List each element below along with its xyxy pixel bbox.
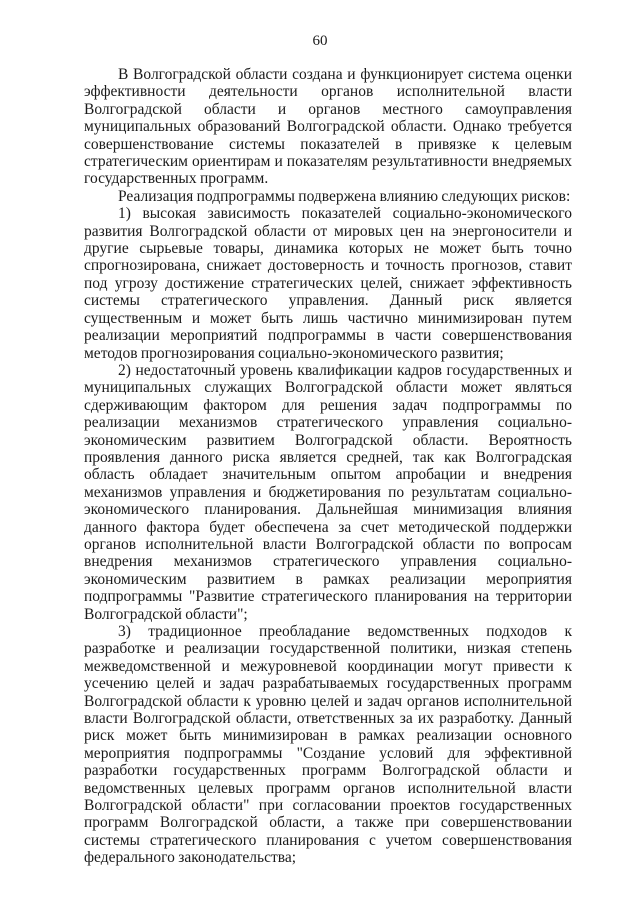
paragraph-risk-3: 3) традиционное преобладание ведомственных подходов к разработке и реализации государственной политики, низкая степень межведомственной и межуровневой координации могут привести к усечению целей и задач разрабатываемых государственных программ Волгоградской области к уровню целей и задач органов исполнительной власти Волгоградской области, ответственных за их разработку. Данный риск может быть минимизирован в рамках реализации основного мероприятия подпрограммы "Создание условий для эффективной разработки государственных программ Волгоградской области и ведомственных целевых программ органов исполнительной власти Волгоградской области" при согласовании проектов государственных программ Волгоградской области, а также при совершенствовании системы стратегического планирования с учетом совершенствования федерального законодательства; bbox=[84, 623, 572, 867]
paragraph-risk-2: 2) недостаточный уровень квалификации кадров государственных и муниципальных служащих Волгоградской области может являться сдерживающим фактором для решения задач подпрограммы по реализации механизмов стратегического управления социально-экономическим развитием Волгоградской области. Вероятность проявления данного риска является средней, так как Волгоградская область обладает значительным опытом апробации и внедрения механизмов управления и бюджетирования по результатам социально-экономического планирования. Дальнейшая минимизация влияния данного фактора будет обеспечена за счет методической поддержки органов исполнительной власти Волгоградской области по вопросам внедрения механизмов стратегического управления социально-экономическим развитием в рамках реализации мероприятия подпрограммы "Развитие стратегического планирования на территории Волгоградской области"; bbox=[84, 361, 572, 623]
paragraph-intro: В Волгоградской области создана и функционирует система оценки эффективности деятельности органов исполнительной власти Волгоградской области и органов местного самоуправления муниципальных образований Волгоградской области. Однако требуется совершенствование системы показателей в привязке к целевым стратегическим ориентирам и показателям результативности внедряемых государственных программ. bbox=[84, 66, 572, 188]
page-number: 60 bbox=[312, 33, 328, 49]
body-text bbox=[84, 66, 572, 867]
paragraph-risks-lead: Реализация подпрограммы подвержена влиянию следующих рисков: bbox=[118, 187, 571, 205]
paragraph-risk-1: 1) высокая зависимость показателей социально-экономического развития Волгоградской области от мировых цен на энергоносители и другие сырьевые товары, динамика которых не может быть точно спрогнозирована, снижает достоверность и точность прогнозов, ставит под угрозу достижение стратегических целей, снижает эффективность системы стратегического управления. Данный риск является существенным и может быть лишь частично минимизирован путем реализации мероприятий подпрограммы в части совершенствования методов прогнозирования социально-экономического развития; bbox=[84, 205, 572, 362]
